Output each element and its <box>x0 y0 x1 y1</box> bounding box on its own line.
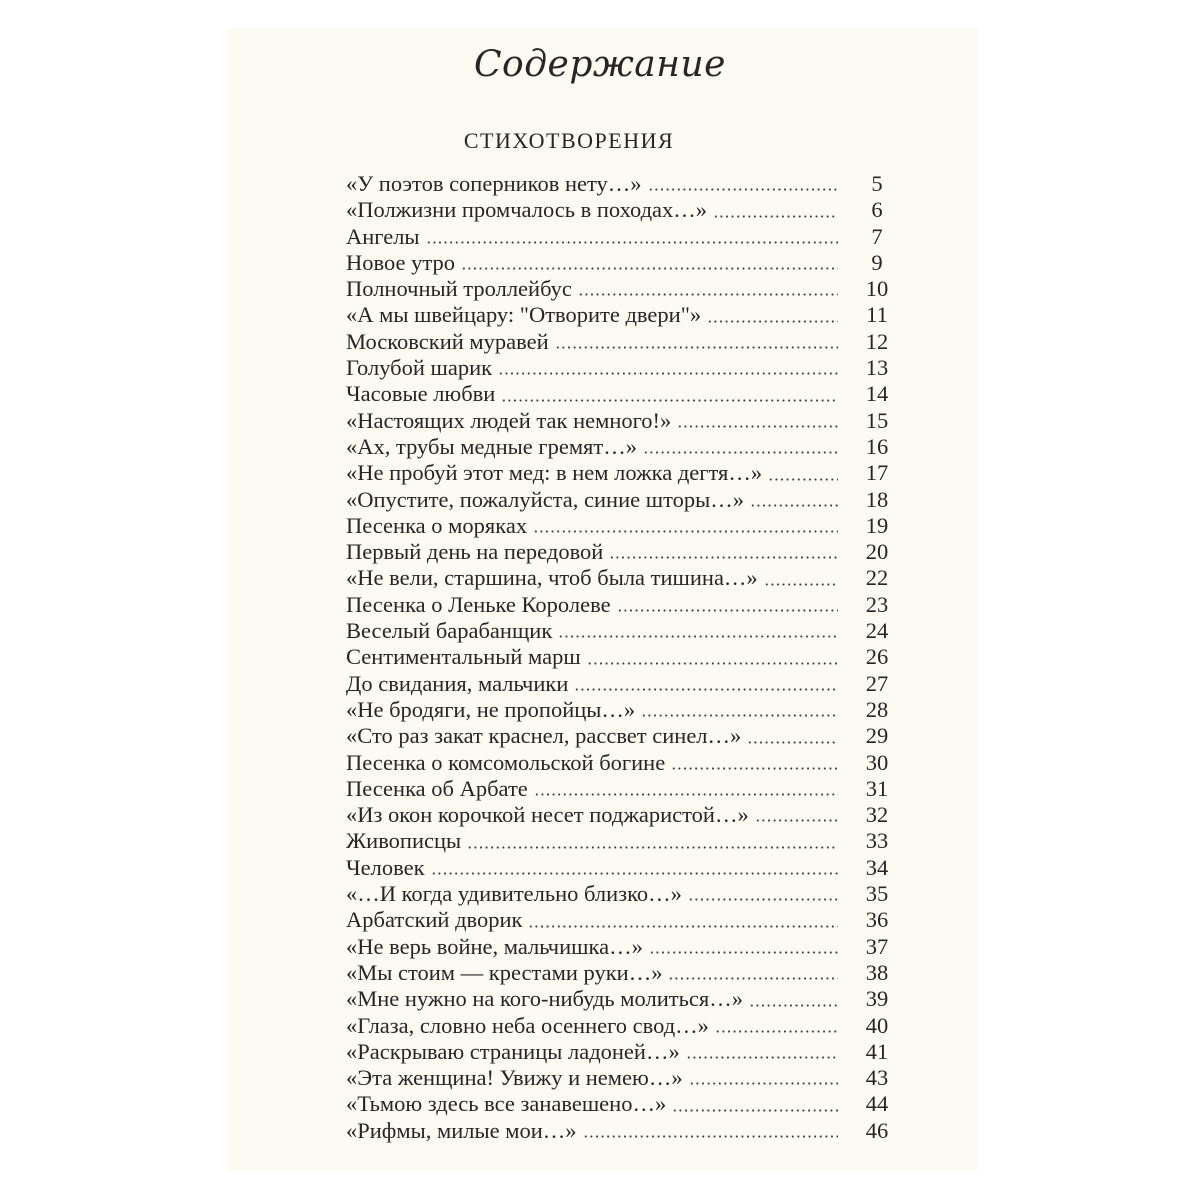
dot-leader <box>501 399 838 402</box>
toc-entry-title: «А мы швейцару: "Отворите двери"» <box>346 302 702 328</box>
dot-leader <box>750 504 838 507</box>
toc-entry <box>346 750 906 776</box>
toc-entry <box>346 250 906 276</box>
toc-entry-title: Песенка о моряках <box>346 512 528 538</box>
toc-entry-page-number: 30 <box>865 749 889 775</box>
toc-entry <box>346 1013 906 1039</box>
toc-entry-title: «Сто раз закат краснел, рассвет синел…» <box>346 723 742 749</box>
dot-leader <box>747 741 838 744</box>
toc-entry-title: Ангелы <box>346 223 420 249</box>
toc-entry <box>346 828 906 854</box>
toc-entry-title: «Не верь войне, мальчишка…» <box>346 933 643 959</box>
toc-entry-title: Песенка о комсомольской богине <box>346 749 666 775</box>
toc-entry <box>346 197 906 223</box>
toc-entry-title: Веселый барабанщик <box>346 618 553 644</box>
toc-entry-title: «Эта женщина! Увижу и немею…» <box>346 1065 683 1091</box>
toc-entry-title: Полночный троллейбус <box>346 276 572 302</box>
toc-entry-page-number: 34 <box>865 854 889 880</box>
dot-leader <box>677 425 838 428</box>
toc-entry-page-number: 44 <box>865 1091 889 1117</box>
toc-entry <box>346 224 906 250</box>
toc-entry-page-number: 36 <box>865 907 889 933</box>
toc-entry-page-number: 23 <box>865 591 889 617</box>
toc-entry-page-number: 5 <box>871 171 883 196</box>
toc-entry <box>346 934 906 960</box>
toc-entry-page-number: 9 <box>871 249 883 275</box>
dot-leader <box>533 530 838 533</box>
dot-leader <box>713 215 838 218</box>
toc-entry <box>346 565 906 591</box>
toc-entry-title: «Рифмы, милые мои…» <box>346 1117 577 1143</box>
toc-entry <box>346 618 906 644</box>
toc-entry-title: «Ах, трубы медные гремят…» <box>346 433 637 459</box>
toc-entry <box>346 697 906 723</box>
toc-entry-title: «Не пробуй этот мед: в нем ложка дегтя…» <box>346 460 763 486</box>
toc-entry-page-number: 29 <box>865 723 889 749</box>
toc-entry-title: Первый день на передовой <box>346 539 604 565</box>
toc-entry-page-number: 24 <box>865 618 889 644</box>
toc-entry-page-number: 12 <box>865 328 889 354</box>
toc-entry <box>346 986 906 1012</box>
toc-entry-page-number: 38 <box>865 959 889 985</box>
dot-leader <box>764 583 838 586</box>
dot-leader <box>467 846 838 849</box>
toc-entry-page-number: 46 <box>865 1117 889 1143</box>
toc-entry-page-number: 22 <box>865 565 889 591</box>
toc-entry-title: До свидания, мальчики <box>346 670 569 696</box>
dot-leader <box>534 793 838 796</box>
dot-leader <box>688 898 838 901</box>
toc-entry <box>346 960 906 986</box>
toc-entry-page-number: 37 <box>865 933 889 959</box>
toc-entry-page-number: 43 <box>865 1065 889 1091</box>
toc-entry-page-number: 39 <box>865 986 889 1012</box>
toc-entry-title: Песенка об Арбате <box>346 775 528 801</box>
toc-entry <box>346 171 906 197</box>
dot-leader <box>555 346 838 349</box>
toc-entry-page-number: 16 <box>865 433 889 459</box>
toc-entry-page-number: 27 <box>865 670 889 696</box>
dot-leader <box>609 556 838 559</box>
toc-entry-title: Новое утро <box>346 249 455 275</box>
toc-entry-title: «Не вели, старшина, чтоб была тишина…» <box>346 565 758 591</box>
toc-entry-title: Песенка о Леньке Королеве <box>346 591 611 617</box>
toc-entry-page-number: 7 <box>871 223 883 249</box>
toc-entry <box>346 881 906 907</box>
dot-leader <box>461 267 838 270</box>
toc-entry-title: «Мне нужно на кого-нибудь молиться…» <box>346 986 743 1012</box>
toc-entry-page-number: 20 <box>865 539 889 565</box>
toc-entry-title: «Глаза, словно неба осеннего свод…» <box>346 1012 709 1038</box>
toc-entry <box>346 907 906 933</box>
toc-entry-title: Сентиментальный марш <box>346 644 581 670</box>
toc-entry-title: «Мы стоим — крестами руки…» <box>346 959 663 985</box>
toc-entry <box>346 381 906 407</box>
dot-leader <box>583 1135 838 1138</box>
toc-list <box>346 171 906 1144</box>
dot-leader <box>686 1056 838 1059</box>
toc-entry <box>346 408 906 434</box>
toc-entry <box>346 355 906 381</box>
dot-leader <box>578 293 838 296</box>
toc-entry-title: «Тьмою здесь все занавешено…» <box>346 1091 667 1117</box>
dot-leader <box>558 635 838 638</box>
dot-leader <box>755 819 838 822</box>
toc-entry <box>346 1118 906 1144</box>
toc-entry-title: «…И когда удивительно близко…» <box>346 881 682 907</box>
toc-entry <box>346 513 906 539</box>
toc-entry-page-number: 32 <box>865 802 889 828</box>
toc-entry-title: Голубой шарик <box>346 355 493 381</box>
toc-entry-page-number: 10 <box>865 276 889 302</box>
dot-leader <box>707 320 838 323</box>
toc-entry-title: «Настоящих людей так немного!» <box>346 407 672 433</box>
toc-entry-page-number: 41 <box>865 1038 889 1064</box>
toc-entry-page-number: 31 <box>865 775 889 801</box>
dot-leader <box>648 188 838 191</box>
toc-entry-title: «Из окон корочкой несет поджаристой…» <box>346 802 749 828</box>
dot-leader <box>643 451 838 454</box>
toc-entry-page-number: 13 <box>865 355 889 381</box>
toc-entry-title: «Опустите, пожалуйста, синие шторы…» <box>346 486 744 512</box>
toc-entry <box>346 1065 906 1091</box>
toc-entry <box>346 1091 906 1117</box>
toc-entry <box>346 460 906 486</box>
toc-entry-title: «Полжизни промчалось в походах…» <box>346 197 708 223</box>
dot-leader <box>431 872 839 875</box>
toc-entry <box>346 723 906 749</box>
dot-leader <box>749 1004 838 1007</box>
toc-entry <box>346 1039 906 1065</box>
toc-entry-title: «У поэтов соперников нету…» <box>346 171 642 196</box>
dot-leader <box>574 688 838 691</box>
dot-leader <box>528 925 838 928</box>
toc-entry <box>346 671 906 697</box>
dot-leader <box>671 767 838 770</box>
toc-entry <box>346 592 906 618</box>
toc-entry-title: «Не бродяги, не пропойцы…» <box>346 696 636 722</box>
toc-entry <box>346 434 906 460</box>
dot-leader <box>617 609 838 612</box>
section-heading: СТИХОТВОРЕНИЯ <box>463 128 675 153</box>
toc-entry <box>346 539 906 565</box>
dot-leader <box>587 662 838 665</box>
dot-leader <box>689 1082 838 1085</box>
toc-entry-title: Арбатский дворик <box>346 907 523 933</box>
toc-entry <box>346 644 906 670</box>
toc-entry-page-number: 26 <box>865 644 889 670</box>
toc-entry-page-number: 15 <box>865 407 889 433</box>
toc-entry <box>346 302 906 328</box>
dot-leader <box>715 1030 838 1033</box>
dot-leader <box>498 372 838 375</box>
dot-leader <box>641 714 838 717</box>
toc-entry <box>346 802 906 828</box>
toc-entry-title: Живописцы <box>346 828 462 854</box>
toc-entry-page-number: 11 <box>866 302 888 328</box>
page-title: Содержание <box>474 44 726 85</box>
toc-entry-page-number: 18 <box>865 486 889 512</box>
dot-leader <box>426 241 838 244</box>
toc-entry-title: Московский муравей <box>346 328 549 354</box>
toc-entry-page-number: 33 <box>865 828 889 854</box>
toc-entry <box>346 855 906 881</box>
toc-entry-page-number: 17 <box>865 460 889 486</box>
toc-entry-page-number: 35 <box>865 881 889 907</box>
toc-entry <box>346 276 906 302</box>
toc-entry-title: Часовые любви <box>346 381 496 407</box>
toc-entry-page-number: 40 <box>865 1012 889 1038</box>
dot-leader <box>649 951 838 954</box>
dot-leader <box>768 478 838 481</box>
toc-entry <box>346 776 906 802</box>
toc-entry <box>346 487 906 513</box>
toc-entry-page-number: 6 <box>871 197 883 223</box>
toc-entry <box>346 329 906 355</box>
dot-leader <box>672 1109 838 1112</box>
dot-leader <box>668 977 838 980</box>
toc-entry-page-number: 28 <box>865 696 889 722</box>
toc-entry-page-number: 19 <box>865 512 889 538</box>
toc-entry-page-number: 14 <box>865 381 889 407</box>
toc-entry-title: Человек <box>346 854 425 880</box>
toc-entry-title: «Раскрываю страницы ладоней…» <box>346 1038 680 1064</box>
